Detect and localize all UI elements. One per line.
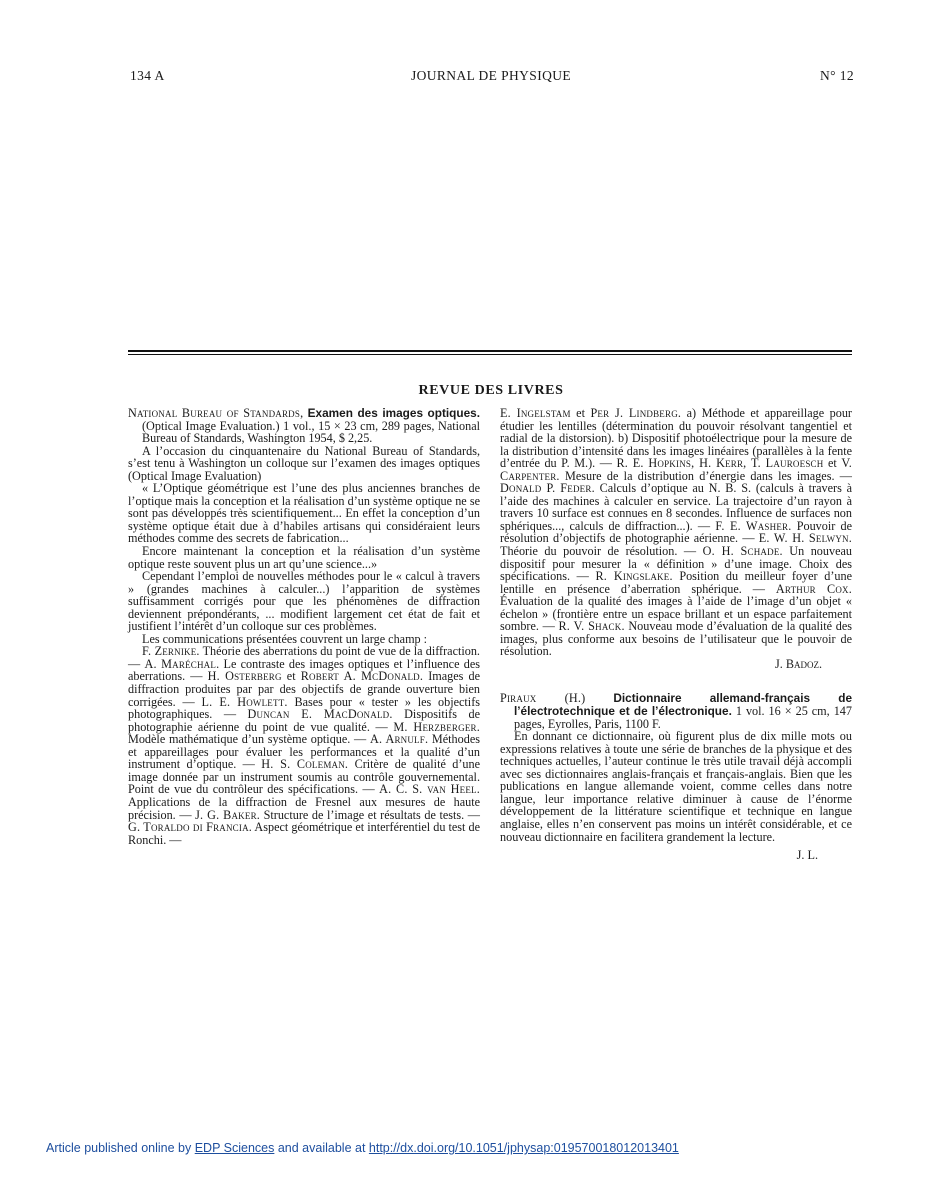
- section-rule-thick: [128, 350, 852, 352]
- review-2-signature: J. L.: [796, 848, 818, 863]
- section-rule-thin: [128, 354, 852, 355]
- review-1-paragraph: Cependant l’emploi de nouvelles méthodes pour le « calcul à travers » (grandes machines à calculer...) l’apparition de systèmes suffisamment corrigés pour que les phénomènes de diffraction deviennent prépondérants, ... modifient largement cet état de fait et justifient l’intérêt d’un colloque sur ces problèmes.: [128, 569, 480, 634]
- journal-title: JOURNAL DE PHYSIQUE: [410, 68, 572, 83]
- page-number: 134 A: [130, 68, 165, 83]
- publisher-link[interactable]: EDP Sciences: [194, 1141, 275, 1155]
- review-1-signature: J. Badoz.: [774, 656, 822, 671]
- review-1-communications: F. Zernike. Théorie des aberrations du point de vue de la diffraction. — A. Maréchal. Le contraste des images optiques et l’influence des aberrations. — H. Osterberg et Robert A. McDonald. Images de diffraction produites par par des objectifs de grande ouverture bien corrigées. — L. E. Howlett. Bases pour « tester » les objectifs photographiques. — Duncan E. MacDonald. Dispositifs de photographie aérienne du point de vue qualité. — M. Herzberger. Modèle mathématique d’un système optique. — A. Arnulf. Méthodes et appareillages pour évaluer les performances et la qualité d’un instrument d’optique. — H. S. Coleman. Critère de qualité d’une image donnée par un instrument soumis au contrôle gouvernemental. Point de vue du contrôleur des spécifications. — A. C. S. van Heel. Applications de la diffraction de Fresnel aux mesures de haute précision. — J. G. Baker. Structure de l’image et résultats de tests. — G. Toraldo di Francia. Aspect géométrique et interférentiel du test de Ronchi. —: [128, 644, 481, 847]
- review-1-citation: National Bureau of Standards, Examen des images optiques. (Optical Image Evaluation.) 1 vol., 15 × 23 cm, 289 pages, National Bureau of Standards, Washington 1954, $ 2,25.: [128, 406, 480, 446]
- review-1-paragraph: A l’occasion du cinquantenaire du National Bureau of Standards, s’est tenu à Washington un colloque sur l’examen des images optiques (Optical Image Evaluation): [128, 443, 480, 483]
- publication-footer: Article published online by EDP Sciences and available at http://dx.doi.org/10.1051/jphysap:019570018012013401: [46, 1141, 679, 1155]
- review-1-paragraph: Les communications présentées couvrent un large champ :: [142, 631, 428, 646]
- issue-number: N° 12: [819, 68, 854, 83]
- doi-link[interactable]: http://dx.doi.org/10.1051/jphysap:019570018012013401: [368, 1141, 679, 1155]
- right-column: [500, 407, 852, 862]
- section-title: REVUE DES LIVRES: [418, 383, 564, 398]
- review-1-paragraph: Encore maintenant la conception et la réalisation d’un système optique reste souvent plus un art qu’une science...»: [128, 544, 480, 571]
- review-1-paragraph: « L’Optique géométrique est l’une des plus anciennes branches de l’optique mais la conception et la réalisation d’un système optique ne se sont pas développés très scientifiquement... En effet la conception d’un système optique était due à d’habiles artisans qui considéraient leurs méthodes comme des secrets de fabrication...: [128, 481, 480, 546]
- running-header: [128, 68, 854, 88]
- review-2-citation: Piraux (H.) Dictionnaire allemand-français de l’électrotechnique et de l’électronique. 1 vol. 16 × 25 cm, 147 pages, Eyrolles, Paris, 1100 F.: [500, 691, 853, 731]
- review-1-communications-continued: E. Ingelstam et Per J. Lindberg. a) Méthode et appareillage pour étudier les lentilles (détermination du pouvoir résolvant tangentiel et radial de la distorsion). b) Dispositif photoélectrique pour la mesure de la distribution d’intensité dans les images linéaires (parallèles à la fente d’entrée du P. M.). — R. E. Hopkins, H. Kerr, T. Lauroesch et V. Carpenter. Mesure de la distribution d’énergie dans les images. — Donald P. Feder. Calculs d’optique au N. B. S. (calculs à travers à l’aide des machines à calculer en service. La trajectoire d’un rayon à travers 10 surface est connues en 8 secondes. Influence de surfaces non sphériques..., calculs de diffraction...). — F. E. Washer. Pouvoir de résolution d’objectifs de photographie aérienne. — E. W. H. Selwyn. Théorie du pouvoir de résolution. — O. H. Schade. Un nouveau dispositif pour mesurer la « définition » d’une image. Choix des spécifications. — R. Kingslake. Position du meilleur foyer d’une lentille en présence d’aberration sphérique. — Arthur Cox. Évaluation de la qualité des images à l’aide de l’image d’un objet « échelon » (frontière entre un espace brillant et un espace parfaitement sombre. — R. V. Shack. Nouveau mode d’évaluation de la qualité des images, plus conforme aux besoins de l’utilisateur que le pouvoir de résolution.: [500, 406, 853, 659]
- review-2-paragraph: En donnant ce dictionnaire, où figurent plus de dix mille mots ou expressions relatives à toute une série de branches de la physique et des techniques actuelles, l’auteur continue le très utile travail déjà accompli avec ses dictionnaires anglais-français et français-anglais. Bien que les publications en langue allemande voient, comme celles dans notre langue, leur importance relative diminuer à cause de l’énorme développement de la littérature scientifique et technique en langue anglaise, elles n’en conservent pas moins un intérêt considérable, et ce nouveau dictionnaire en facilitera grandement la lecture.: [500, 729, 852, 844]
- left-column: [128, 407, 480, 846]
